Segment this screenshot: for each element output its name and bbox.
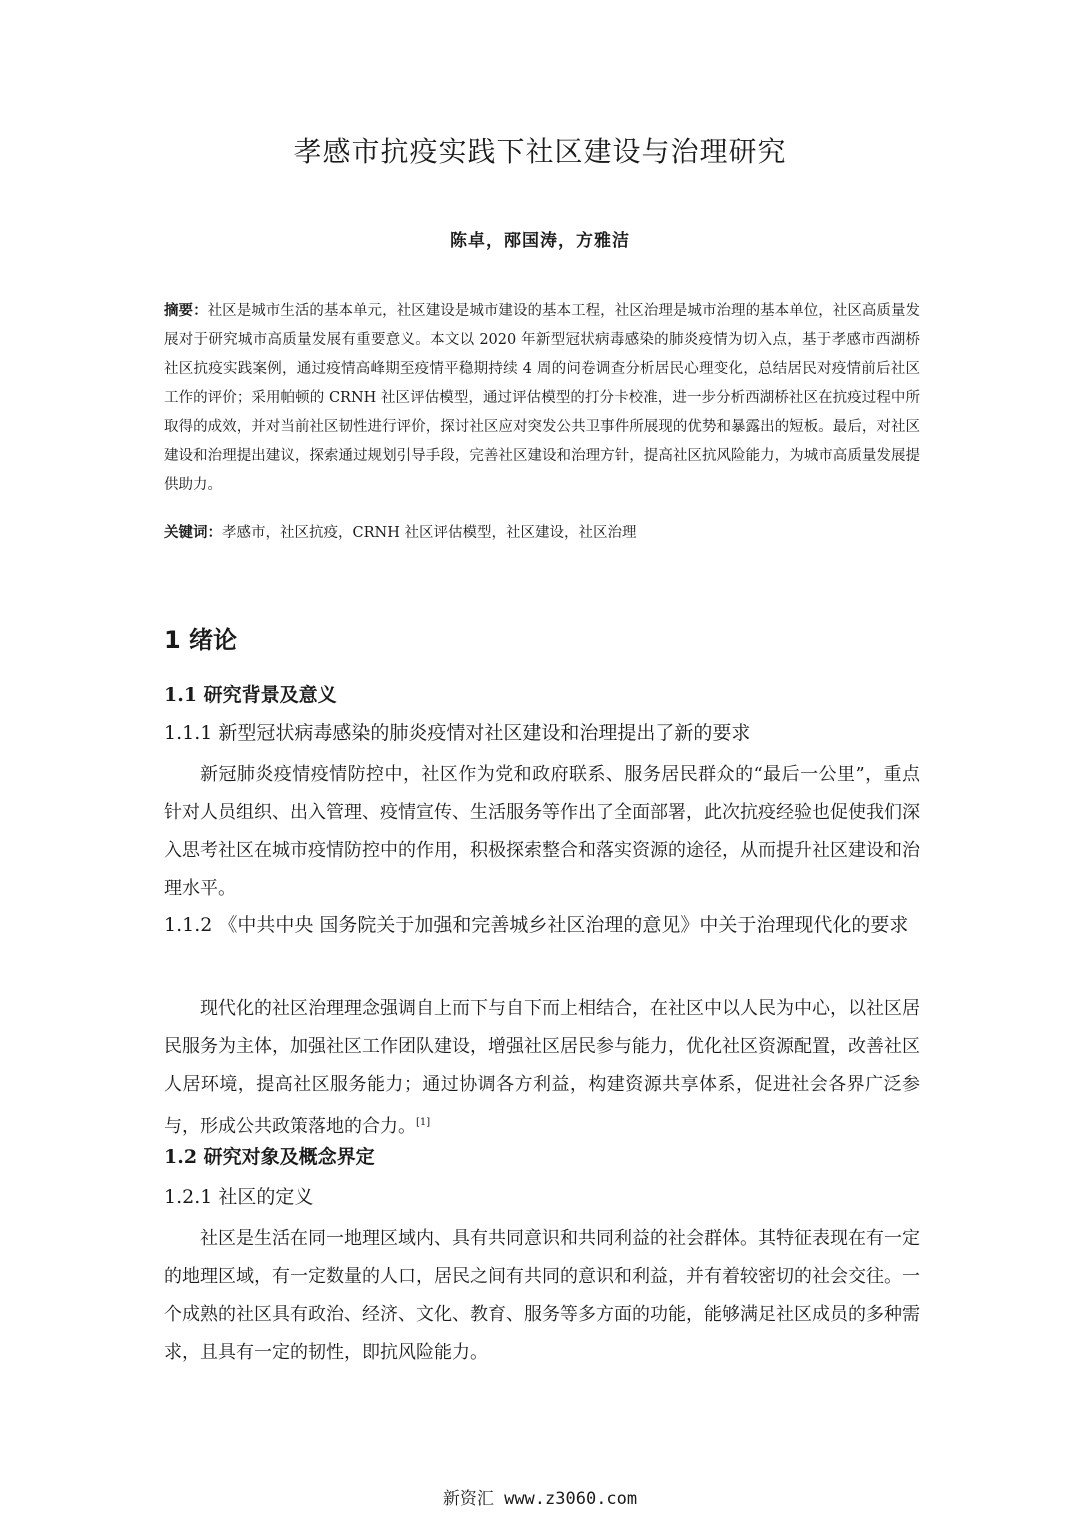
paper-authors: 陈卓，邴国涛，方雅洁 — [450, 231, 630, 251]
keywords-text: 孝感市，社区抗疫，CRNH 社区评估模型，社区建设，社区治理 — [222, 525, 637, 541]
paragraph-2 — [164, 990, 920, 1146]
paragraph-1: 新冠肺炎疫情疫情防控中，社区作为党和政府联系、服务居民群众的“最后一公里”，重点针对人员组织、出入管理、疫情宣传、生活服务等作出了全面部署，此次抗疫经验也促使我们深入思考社区在城市疫情防控中的作用，积极探索整合和落实资源的途径，从而提升社区建设和治理水平。 — [164, 764, 920, 899]
abstract-text: 社区是城市生活的基本单元，社区建设是城市建设的基本工程，社区治理是城市治理的基本单位，社区高质量发展对于研究城市高质量发展有重要意义。本文以 2020 年新型冠状病毒感染的肺炎疫情为切入点，基于孝感市西湖桥社区抗疫实践案例，通过疫情高峰期至疫情平稳期持续 4 周的问卷调查分析居民心理变化，总结居民对疫情前后社区工作的评价；采用帕顿的 CRNH 社区评估模型，通过评估模型的打分卡校准，进一步分析西湖桥社区在抗疫过程中所取得的成效，并对当前社区韧性进行评价，探讨社区应对突发公共卫事件所展现的优势和暴露出的短板。最后，对社区建设和治理提出建议，探索通过规划引导手段，完善社区建设和治理方针，提高社区抗风险能力，为城市高质量发展提供助力。 — [164, 303, 921, 493]
paragraph-3: 社区是生活在同一地理区域内、具有共同意识和共同利益的社会群体。其特征表现在有一定的地理区域，有一定数量的人口，居民之间有共同的意识和利益，并有着较密切的社会交往。一个成熟的社区具有政治、经济、文化、教育、服务等多方面的功能，能够满足社区成员的多种需求，且具有一定的韧性，即抗风险能力。 — [164, 1228, 920, 1363]
keywords — [164, 518, 920, 548]
section-heading-1-1: 1.1 研究背景及意义 — [164, 684, 337, 706]
keywords-label: 关键词： — [164, 524, 222, 541]
abstract — [164, 296, 920, 500]
paragraph-2-text: 现代化的社区治理理念强调自上而下与自下而上相结合，在社区中以人民为中心，以社区居民服务为主体，加强社区工作团队建设，增强社区居民参与能力，优化社区资源配置，改善社区人居环境，提高社区服务能力；通过协调各方利益，构建资源共享体系，促进社会各界广泛参与，形成公共政策落地的合力。 — [164, 998, 920, 1137]
footer-watermark: 新资汇 www.z3060.com — [442, 1489, 638, 1509]
citation-ref: [1] — [416, 1117, 431, 1128]
section-heading-1: 1 绪论 — [164, 626, 238, 654]
section-heading-1-2-1: 1.2.1 社区的定义 — [164, 1186, 314, 1208]
section-heading-1-2: 1.2 研究对象及概念界定 — [164, 1146, 375, 1168]
paper-title: 孝感市抗疫实践下社区建设与治理研究 — [293, 135, 787, 168]
section-heading-1-1-2: 1.1.2 《中共中央 国务院关于加强和完善城乡社区治理的意见》中关于治理现代化的要求 — [164, 914, 909, 936]
abstract-label: 摘要： — [164, 302, 208, 319]
section-heading-1-1-1: 1.1.1 新型冠状病毒感染的肺炎疫情对社区建设和治理提出了新的要求 — [164, 722, 751, 744]
